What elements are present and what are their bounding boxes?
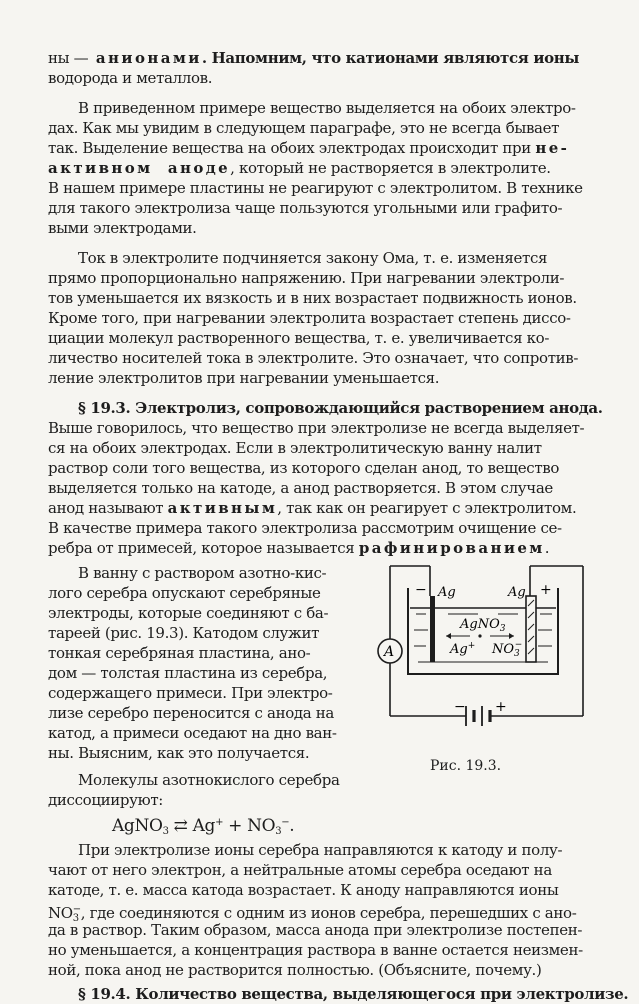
section-heading-19-3: § 19.3. Электролиз, сопровождающийся растворением анода. bbox=[78, 399, 603, 417]
text-line: чают от него электрон, а нейтральные атомы серебра оседают на bbox=[48, 861, 552, 879]
text-line: выделяется только на катоде, а анод растворяется. В этом случае bbox=[48, 479, 553, 497]
battery-minus-label: − bbox=[454, 699, 466, 715]
text-line: водорода и металлов. bbox=[48, 69, 213, 87]
text-line: циации молекул растворенного вещества, т. е. увеличивается ко- bbox=[48, 329, 550, 347]
text-line: тонкая серебряная пластина, ано- bbox=[48, 644, 311, 662]
text-line: ление электролитов при нагревании уменьшается. bbox=[48, 369, 440, 387]
text-line: В ванну с раствором азотно-кис- bbox=[78, 564, 327, 582]
text-line: активном аноде, который не растворяется в электролите. bbox=[48, 159, 551, 177]
text-line: раствор соли того вещества, из которого сделан анод, то вещество bbox=[48, 459, 560, 477]
text-line: да в раствор. Таким образом, масса анода при электролизе постепен- bbox=[48, 921, 583, 939]
electrolysis-figure bbox=[368, 556, 600, 746]
text-line: ся на обоих электродах. Если в электролитическую ванну налит bbox=[48, 439, 542, 457]
text-line: Молекулы азотнокислого серебра bbox=[78, 771, 340, 789]
text-line: Кроме того, при нагревании электролита возрастает степень диссо- bbox=[48, 309, 571, 327]
text-line: катоде, т. е. масса катода возрастает. К аноду направляются ионы bbox=[48, 881, 559, 899]
anode-plate bbox=[526, 596, 536, 662]
text-line: лизе серебро переносится с анода на bbox=[48, 704, 335, 722]
cathode-minus-label: − bbox=[415, 582, 427, 598]
text-line: тов уменьшается их вязкость и в них возрастает подвижность ионов. bbox=[48, 289, 577, 307]
text-line: личество носителей тока в электролите. Это означает, что сопротив- bbox=[48, 349, 579, 367]
battery-plus-label: + bbox=[495, 699, 507, 715]
nitrate-ion-label: $NO_3-$ bbox=[492, 640, 523, 659]
text-line: Ток в электролите подчиняется закону Ома, т. е. изменяется bbox=[78, 249, 548, 267]
text-line: ны. Выясним, как это получается. bbox=[48, 744, 310, 762]
text-line: ной, пока анод не растворится полностью. (Объясните, почему.) bbox=[48, 961, 542, 979]
silver-ion-label: Ag+ bbox=[450, 641, 476, 657]
text-line: тареей (рис. 19.3). Катодом служит bbox=[48, 624, 320, 642]
text-line: При электролизе ионы серебра направляются к катоду и полу- bbox=[78, 841, 563, 859]
text-line: прямо пропорционально напряжению. При нагревании электроли- bbox=[48, 269, 565, 287]
text-line: В нашем примере пластины не реагируют с электролитом. В технике bbox=[48, 179, 583, 197]
text-line: ребра от примесей, которое называется рафинированием. bbox=[48, 539, 550, 557]
text-line: В качестве примера такого электролиза рассмотрим очищение се- bbox=[48, 519, 562, 537]
anode-plus-label: + bbox=[540, 582, 552, 598]
text-line: катод, а примеси оседают на дно ван- bbox=[48, 724, 337, 742]
ammeter-label: A bbox=[384, 644, 395, 660]
text-line: содержащего примеси. При электро- bbox=[48, 684, 333, 702]
text-line: $NO_3^-$, где соединяются с одним из ионов серебра, перешедших с ано- bbox=[48, 904, 577, 924]
dissociation-equation: AgNO$_3$ ⇄ $Ag^+ + NO_3^-$. bbox=[112, 816, 295, 837]
text-line: лого серебра опускают серебряные bbox=[48, 584, 321, 602]
cathode-label: Ag bbox=[438, 585, 456, 600]
text-line: дом — толстая пластина из серебра, bbox=[48, 664, 328, 682]
section-heading-19-4: § 19.4. Количество вещества, выделяющегося при электролизе. bbox=[78, 985, 629, 1003]
text-line: но уменьшается, а концентрация раствора в ванне остается неизмен- bbox=[48, 941, 583, 959]
solution-label: AgNO$_3$ bbox=[460, 617, 506, 634]
text-line: ны — анионами. Напомним, что катионами являются ионы bbox=[48, 49, 580, 67]
text-line: анод называют активным, так как он реагирует с электролитом. bbox=[48, 499, 577, 517]
text-line: для такого электролиза чаще пользуются угольными или графито- bbox=[48, 199, 563, 217]
text-line: дах. Как мы увидим в следующем параграфе, это не всегда бывает bbox=[48, 119, 560, 137]
text-line: выми электродами. bbox=[48, 219, 197, 237]
anode-label: Ag bbox=[508, 585, 526, 600]
text-line: В приведенном примере вещество выделяется на обоих электро- bbox=[78, 99, 576, 117]
text-line: Выше говорилось, что вещество при электролизе не всегда выделяет- bbox=[48, 419, 585, 437]
figure-caption: Рис. 19.3. bbox=[430, 758, 502, 774]
text-line: диссоциируют: bbox=[48, 791, 163, 809]
text-line: электроды, которые соединяют с ба- bbox=[48, 604, 329, 622]
cathode-plate bbox=[430, 596, 435, 662]
text-line: так. Выделение вещества на обоих электродах происходит при не- bbox=[48, 139, 570, 157]
